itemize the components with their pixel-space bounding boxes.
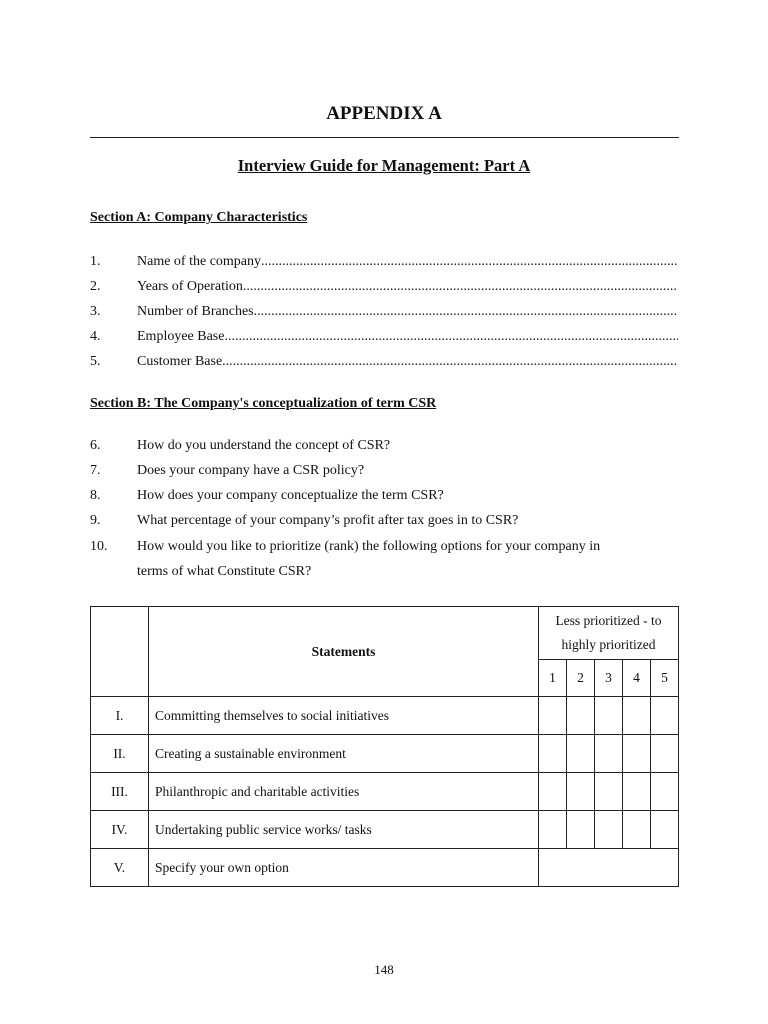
answer-dotted-line[interactable] [224, 328, 678, 346]
page-title: APPENDIX A [326, 103, 442, 124]
row-statement: Specify your own option [149, 849, 539, 887]
rank-cell-5[interactable] [651, 735, 679, 773]
row-number: II. [91, 735, 149, 773]
rank-cell-3[interactable] [595, 697, 623, 735]
question-9 [90, 512, 678, 530]
rank-cell-4[interactable] [623, 773, 651, 811]
question-10-continuation: terms of what Constitute CSR? [137, 564, 312, 579]
question-number: 1. [90, 254, 101, 269]
row-statement: Philanthropic and charitable activities [149, 773, 539, 811]
question-1 [90, 253, 678, 271]
rank-cell-1[interactable] [539, 773, 567, 811]
scale-number: 3 [595, 660, 623, 697]
rank-cell-2[interactable] [567, 773, 595, 811]
rank-cell-5[interactable] [651, 697, 679, 735]
question-7 [90, 462, 678, 480]
question-6 [90, 437, 678, 455]
question-number: 10. [90, 539, 108, 554]
rank-cell-4[interactable] [623, 735, 651, 773]
question-4 [90, 328, 678, 346]
page-number: 148 [374, 962, 394, 977]
row-statement: Creating a sustainable environment [149, 735, 539, 773]
question-number: 3. [90, 304, 101, 319]
question-number: 2. [90, 279, 101, 294]
row-number: V. [91, 849, 149, 887]
row-statement: Committing themselves to social initiatives [149, 697, 539, 735]
table-row [91, 697, 679, 735]
question-number: 5. [90, 354, 101, 369]
rank-cell-2[interactable] [567, 811, 595, 849]
rank-cell-2[interactable] [567, 697, 595, 735]
question-number: 9. [90, 513, 101, 528]
rank-cell-5[interactable] [651, 811, 679, 849]
rank-cell-5[interactable] [651, 773, 679, 811]
question-5 [90, 353, 678, 371]
section-b-heading: Section B: The Company's conceptualization of term CSR [90, 396, 437, 411]
section-a-heading: Section A: Company Characteristics [90, 210, 308, 225]
scale-header: Less prioritized - to highly prioritized [539, 607, 679, 660]
rank-cell-4[interactable] [623, 697, 651, 735]
rank-cell-1[interactable] [539, 735, 567, 773]
title-divider [90, 137, 679, 138]
question-2 [90, 278, 678, 296]
question-label: How do you understand the concept of CSR? [137, 438, 391, 453]
question-label: What percentage of your company’s profit after tax goes in to CSR? [137, 513, 519, 528]
question-label: Does your company have a CSR policy? [137, 463, 365, 478]
answer-dotted-line[interactable] [222, 353, 678, 371]
rank-cell-4[interactable] [623, 811, 651, 849]
scale-number: 2 [567, 660, 595, 697]
question-label: Number of Branches [137, 304, 254, 319]
table-row [91, 773, 679, 811]
own-option-cell[interactable] [539, 849, 679, 887]
question-number: 4. [90, 329, 101, 344]
row-statement: Undertaking public service works/ tasks [149, 811, 539, 849]
rank-cell-1[interactable] [539, 811, 567, 849]
question-number: 6. [90, 438, 101, 453]
answer-dotted-line[interactable] [254, 303, 678, 321]
question-10 [90, 538, 678, 556]
header-blank-cell [91, 607, 149, 697]
page-subtitle: Interview Guide for Management: Part A [237, 156, 531, 175]
scale-number: 1 [539, 660, 567, 697]
question-number: 8. [90, 488, 101, 503]
rank-cell-2[interactable] [567, 735, 595, 773]
question-label: How does your company conceptualize the term CSR? [137, 488, 444, 503]
rank-cell-3[interactable] [595, 773, 623, 811]
table-row [91, 849, 679, 887]
row-number: III. [91, 773, 149, 811]
ranking-table [90, 606, 679, 887]
rank-cell-1[interactable] [539, 697, 567, 735]
statements-header: Statements [149, 607, 539, 697]
question-label: Name of the company [137, 254, 262, 269]
question-label: Years of Operation [137, 279, 243, 294]
question-label: Customer Base [137, 354, 223, 369]
question-number: 7. [90, 463, 101, 478]
rank-cell-3[interactable] [595, 735, 623, 773]
table-header-row [91, 607, 679, 660]
question-label: Employee Base [137, 329, 225, 344]
question-3 [90, 303, 678, 321]
table-row [91, 735, 679, 773]
question-8 [90, 487, 678, 505]
question-label: How would you like to prioritize (rank) the following options for your company in [137, 539, 601, 554]
rank-cell-3[interactable] [595, 811, 623, 849]
row-number: IV. [91, 811, 149, 849]
answer-dotted-line[interactable] [243, 278, 678, 296]
scale-number: 4 [623, 660, 651, 697]
answer-dotted-line[interactable] [261, 253, 678, 271]
scale-number: 5 [651, 660, 679, 697]
table-row [91, 811, 679, 849]
row-number: I. [91, 697, 149, 735]
